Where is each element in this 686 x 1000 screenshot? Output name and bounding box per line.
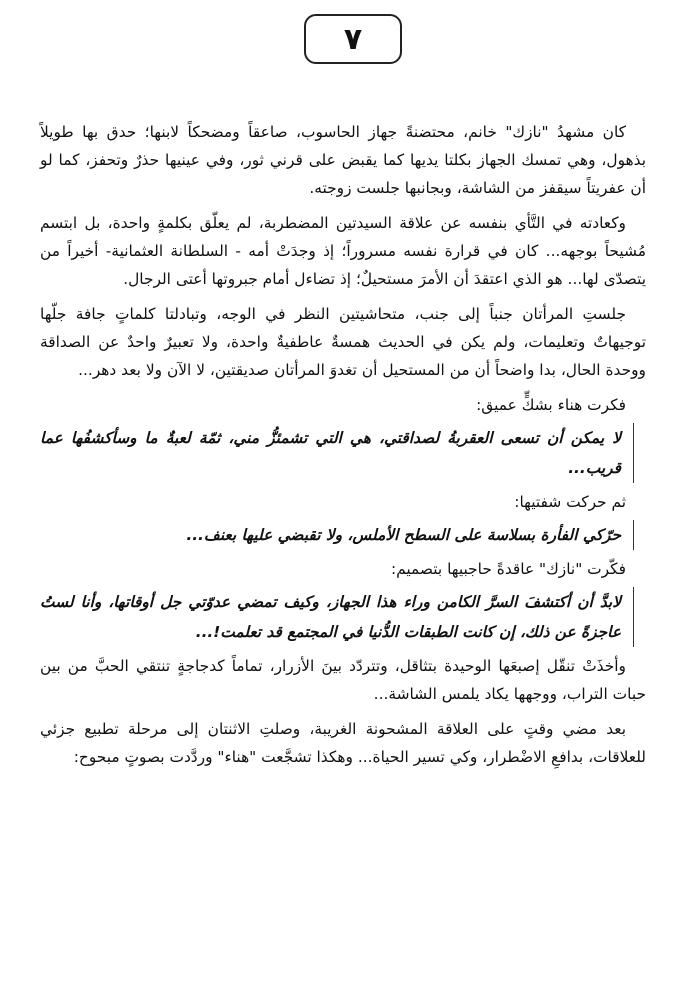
dialogue-lead: ثم حركت شفتيها: — [514, 493, 626, 511]
dialogue-lead: فكّرت "نازك" عاقدةً حاجبيها بتصميم: — [390, 560, 626, 578]
paragraph: جلستِ المرأتان جنباً إلى جنب، متحاشيتين النظر في الوجه، وتبادلتا كلماتٍ جافة جلّها توجيهاتٌ وتعليمات، ولم يكن في الحديث همسةٌ عاطفيةٌ واحدة، ولا تعبيرٌ واحدٌ عن الصداقة ووحدة الحال، بدا واضحاً أن من المستحيل أن تغدوَ المرأتان صديقتين، لا الآن ولا بعد دهر... — [40, 305, 646, 379]
speech-quote: حرّكي الفأرة بسلاسة على السطح الأملس، ولا تقبضي عليها بعنف... — [40, 520, 634, 550]
dialogue-lead: فكرت هناء بشكٍّ عميق: — [476, 396, 626, 414]
thought-quote: لابدَّ أن أكتشفَ السرَّ الكامن وراء هذا الجهاز، وكيف تمضي عدوّتي جل أوقاتها، وأنا لستُ عاجزةً عن ذلك، إن كانت الطبقات الدُّنيا في المجتمع قد تعلمت!... — [40, 587, 634, 647]
page-number-box — [304, 14, 402, 64]
thought-quote: لا يمكن أن تسعى العقربةُ لصداقتي، هي التي تشمئزُّ مني، ثمّة لعبةٌ ما وسأكشفُها عما قريب... — [40, 423, 634, 483]
document-body — [40, 118, 646, 778]
paragraph: وكعادته في التَّأي بنفسه عن علاقة السيدتين المضطربة، لم يعلّق بكلمةٍ واحدة، بل ابتسم مُشيحاً بوجهه... كان في قرارة نفسه مسروراً؛ إذ وجدَتْ أمه - السلطانة العثمانية- أخيراً من يتصدّى لها... هو الذي اعتقدَ أن الأمرَ مستحيلٌ؛ إذ تضاءل أمام جبروتها أعتى الرجال. — [40, 214, 646, 288]
paragraph: وأخذَتْ تنقّل إصبعَها الوحيدة بتثاقل، وتتردّد بينَ الأزرار، تماماً كدجاجةٍ تنتقي الحبَّ من بين حبات التراب، ووجهها يكاد يلمس الشاشة... — [40, 657, 646, 703]
page-number: ٧ — [343, 21, 363, 57]
paragraph: كان مشهدُ "نازك" خانم، محتضنةً جهاز الحاسوب، صاعقاً ومضحكاً لابنها؛ حدق بها طويلاً بذهول، وهي تمسك الجهاز بكلتا يديها كما يقبض على قرني ثور، وفي عينيها حذرٌ وتحفز، كما لو أن عفريتاً سيقفز من الشاشة، وبجانبها جلست زوجته. — [40, 123, 646, 197]
paragraph: بعد مضي وقتٍ على العلاقة المشحونة الغريبة، وصلتِ الاثنتان إلى مرحلة تطبيع جزئي للعلاقات، بدافعِ الاضْطرار، وكي تسير الحياة... وهكذا تشجَّعت "هناء" وردَّدت بصوتٍ مبحوح: — [40, 720, 646, 766]
